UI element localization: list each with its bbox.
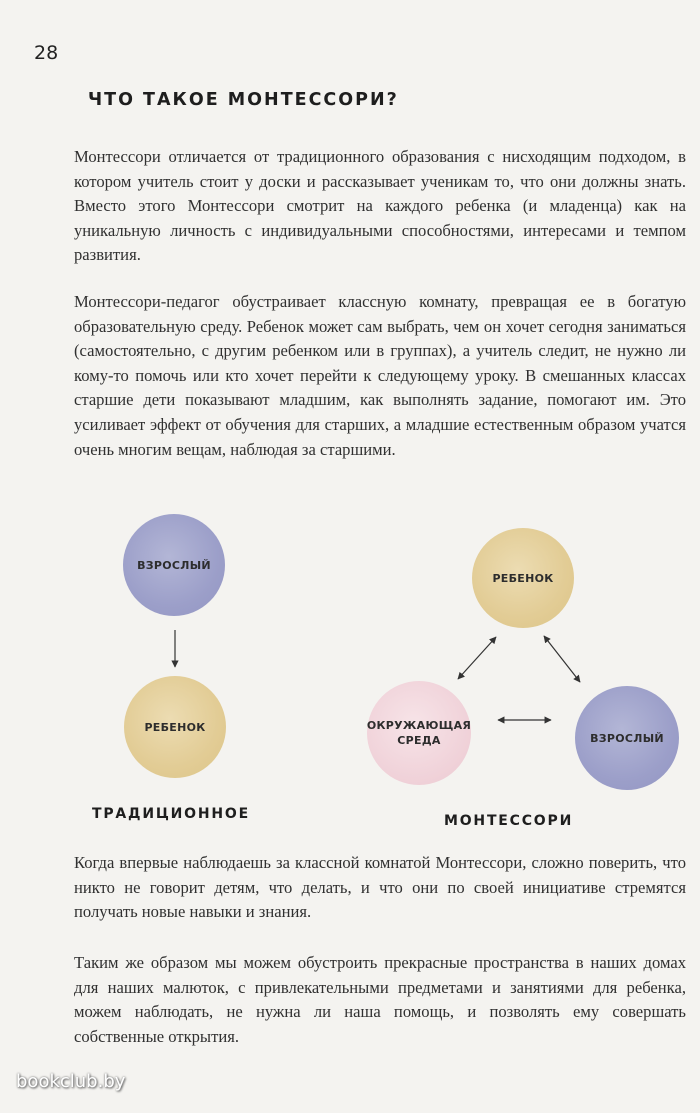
traditional-child-label: РЕБЕНОК [144, 720, 206, 734]
traditional-adult-label: ВЗРОСЛЫЙ [137, 558, 211, 572]
arrow-child-adult [544, 636, 580, 682]
paragraph-3: Когда впервые наблюдаешь за классной комнатой Монтессори, сложно поверить, что никто не говорит детям, что делать, и что они по своей инициативе стремятся получать новые навыки и знания. [74, 853, 686, 922]
montessori-adult-circle [575, 686, 679, 790]
montessori-environment-circle [367, 681, 471, 785]
environment-label-line2: СРЕДА [397, 734, 441, 747]
traditional-child-circle [124, 676, 226, 778]
traditional-caption: ТРАДИЦИОННОЕ [92, 806, 250, 822]
environment-label-line1: ОКРУЖАЮЩАЯ [366, 719, 472, 732]
page-heading: ЧТО ТАКОЕ МОНТЕССОРИ? [88, 90, 399, 110]
montessori-caption: МОНТЕССОРИ [444, 813, 574, 829]
paragraph-1: Монтессори отличается от традиционного образования с нисходящим подходом, в котором учитель стоит у доски и рассказывает ученикам то, что они должны знать. Вместо этого Монтессори смотрит на каждого ребенка (и младенца) как на уникальную личность с индивидуальными способностями, интересами и темпом развития. [74, 147, 686, 265]
montessori-child-circle [472, 528, 574, 628]
montessori-environment-label [367, 718, 471, 748]
paragraph-4: Таким же образом мы можем обустроить прекрасные пространства в наших домах для наших малюток, с привлекательными предметами и занятиями для ребенка, можем наблюдать, не нужна ли наша помощь, и позволять ему совершать собственные открытия. [74, 953, 686, 1046]
traditional-adult-circle [123, 514, 225, 616]
page-number: 28 [34, 42, 59, 64]
watermark-logo: bookclub.by [16, 1071, 126, 1092]
montessori-adult-label: ВЗРОСЛЫЙ [590, 731, 664, 745]
paragraph-2: Монтессори-педагог обустраивает классную комнату, превращая ее в богатую образовательную среду. Ребенок может сам выбрать, чем он хочет сегодня заниматься (самостоятельно, с другим ребенком или в группах), а учитель следит, не нужно ли кому-то помочь или кто хочет перейти к следующему уроку. В смешанных классах старшие дети показывают младшим, как выполнять задание, помогают им. Это усиливает эффект от обучения для старших, а младшие естественным образом учатся очень многим вещам, наблюдая за старшими. [74, 292, 686, 459]
arrow-env-child [458, 637, 496, 679]
montessori-child-label: РЕБЕНОК [492, 571, 554, 585]
